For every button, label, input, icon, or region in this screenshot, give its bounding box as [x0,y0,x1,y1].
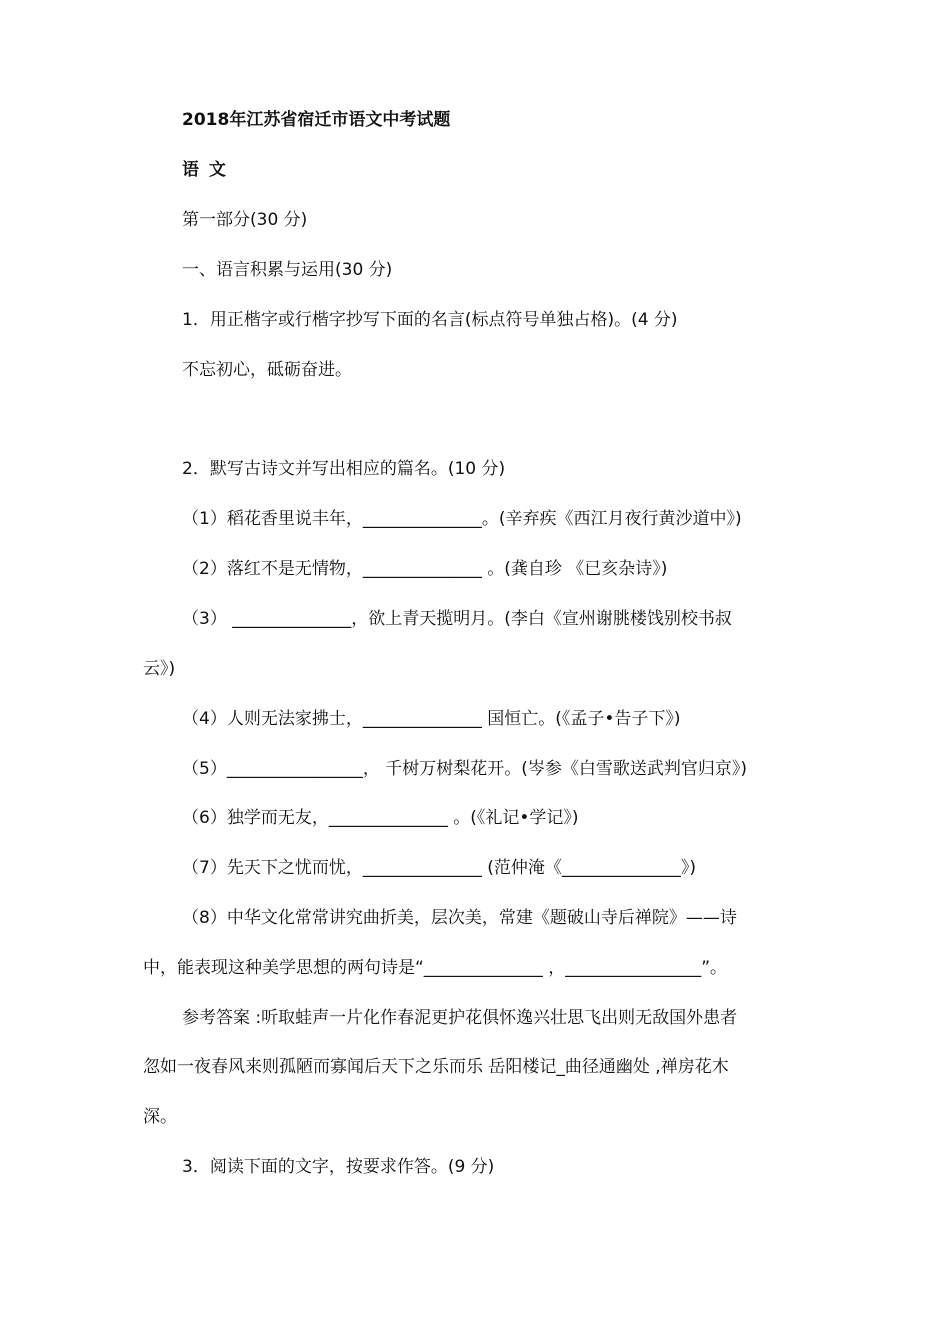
answer-line-3: 深。 [143,1107,177,1127]
part-heading: 第一部分(30 分) [182,210,308,230]
question-2-item-8-continued: 中，能表现这种美学思想的两句诗是“______________ ，________________”。 [143,958,728,978]
subject-heading: 语 文 [182,160,228,180]
question-2-item-3: （3） ______________，欲上青天揽明月。(李白《宣州谢朓楼饯别校书叔 [182,609,732,629]
section-heading: 一、语言积累与运用(30 分) [182,260,393,280]
question-3-stem: 3．阅读下面的文字，按要求作答。(9 分) [182,1157,495,1177]
document-title: 2018年江苏省宿迁市语文中考试题 [182,110,451,130]
question-2-item-8: （8）中华文化常常讲究曲折美，层次美，常建《题破山寺后禅院》——诗 [182,908,737,928]
question-2-item-1: （1）稻花香里说丰年，______________。(辛弃疾《西江月夜行黄沙道中》) [182,509,742,529]
question-1-stem: 1．用正楷字或行楷字抄写下面的名言(标点符号单独占格)。(4 分) [182,310,678,330]
question-1-quote: 不忘初心，砥砺奋进。 [182,360,352,380]
question-2-item-5: （5）________________， 千树万树梨花开。(岑参《白雪歌送武判官归京》) [182,759,747,779]
question-2-item-4: （4）人则无法家拂士，______________ 国恒亡。(《孟子•告子下》) [182,709,681,729]
answer-line-2: 忽如一夜春风来则孤陋而寡闻后天下之乐而乐 岳阳楼记_曲径通幽处 ,禅房花木 [143,1057,729,1077]
question-2-stem: 2．默写古诗文并写出相应的篇名。(10 分) [182,459,506,479]
question-2-item-2: （2）落红不是无情物，______________ 。(龚自珍 《已亥杂诗》) [182,559,668,579]
question-2-item-3-continued: 云》) [143,659,176,679]
question-2-item-7: （7）先天下之忧而忧，______________ (范仲淹《______________》) [182,858,696,878]
question-2-item-6: （6）独学而无友，______________ 。(《礼记•学记》) [182,808,579,828]
answer-line-1: 参考答案 :听取蛙声一片化作春泥更护花俱怀逸兴壮思飞出则无敌国外患者 [182,1008,738,1028]
